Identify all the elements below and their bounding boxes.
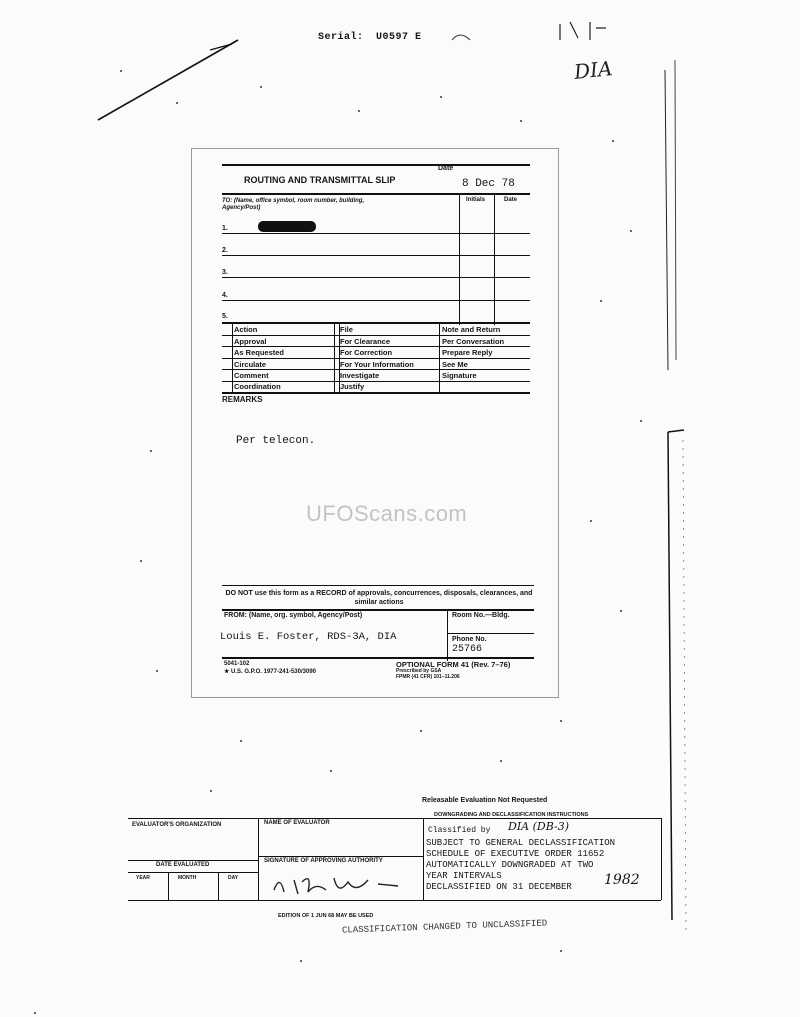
action-item: Coordination bbox=[234, 382, 281, 391]
optional-form: OPTIONAL FORM 41 (Rev. 7–76) bbox=[396, 660, 511, 669]
evaluator-name-label: NAME OF EVALUATOR bbox=[264, 820, 330, 826]
initials-label: Initials bbox=[466, 197, 486, 203]
day-label: DAY bbox=[228, 875, 239, 881]
action-item: Investigate bbox=[340, 371, 380, 380]
row-number: 1. bbox=[222, 225, 228, 232]
right-edge-line bbox=[665, 70, 668, 370]
action-item: For Your Information bbox=[340, 360, 414, 369]
top-right-mark bbox=[560, 22, 606, 40]
do-not-use-notice: DO NOT use this form as a RECORD of approvals, concurrences, disposals, clearances, and similar actions bbox=[225, 590, 533, 606]
declass-line: SCHEDULE OF EXECUTIVE ORDER 11652 bbox=[426, 849, 605, 859]
row-number: 5. bbox=[222, 313, 228, 320]
right-tick bbox=[668, 430, 684, 432]
action-item: Action bbox=[234, 325, 258, 334]
action-item: Per Conversation bbox=[442, 337, 505, 346]
year-label: YEAR bbox=[136, 875, 150, 881]
fpmr-line: FPMR (41 CFR) 101–11.206 bbox=[396, 674, 460, 680]
action-item: For Correction bbox=[340, 348, 393, 357]
far-right-dots bbox=[683, 440, 686, 930]
row-number: 3. bbox=[222, 269, 228, 276]
stock-number: 5041-102 bbox=[224, 661, 250, 667]
watermark: UFOScans.com bbox=[306, 501, 468, 526]
downgrading-title: DOWNGRADING AND DECLASSIFICATION INSTRUCTIONS bbox=[434, 812, 589, 818]
action-item: Comment bbox=[234, 371, 269, 380]
date-col-label: Date bbox=[504, 197, 518, 203]
phone-value: 25766 bbox=[452, 644, 483, 655]
remarks-text: Per telecon. bbox=[236, 435, 316, 447]
release-line: Releasable Evaluation Not Requested bbox=[422, 797, 548, 804]
action-item: Approval bbox=[234, 337, 267, 346]
action-item: Circulate bbox=[234, 360, 267, 369]
declass-line: YEAR INTERVALS bbox=[426, 871, 502, 881]
room-label: Room No.—Bldg. bbox=[452, 612, 510, 619]
month-label: MONTH bbox=[178, 875, 197, 881]
diagonal-pen-stroke bbox=[98, 40, 238, 120]
classified-by-label: Classified by bbox=[428, 826, 491, 835]
declass-year: 1982 bbox=[604, 872, 640, 888]
row-number: 2. bbox=[222, 247, 228, 254]
phone-label: Phone No. bbox=[452, 636, 487, 643]
prescribed-by: Prescribed by GSA bbox=[396, 668, 442, 674]
date-evaluated-label: DATE EVALUATED bbox=[156, 862, 210, 868]
slip-date: 8 Dec 78 bbox=[462, 178, 515, 190]
right-edge-line-3 bbox=[668, 432, 672, 920]
slip-title: ROUTING AND TRANSMITTAL SLIP bbox=[244, 175, 396, 185]
declass-line: DECLASSIFIED ON 31 DECEMBER bbox=[426, 882, 572, 892]
action-item: File bbox=[340, 325, 353, 334]
edition-note: EDITION OF 1 JUN 68 MAY BE USED bbox=[278, 913, 374, 919]
evaluation-form bbox=[128, 808, 661, 912]
declass-line: AUTOMATICALLY DOWNGRADED AT TWO bbox=[426, 860, 594, 870]
action-item: Signature bbox=[442, 371, 477, 380]
action-item: Justify bbox=[340, 382, 365, 391]
to-label: TO: (Name, office symbol, room number, building, Agency/Post) bbox=[222, 198, 365, 211]
remarks-label: REMARKS bbox=[222, 395, 263, 404]
margin-handwriting: DIA bbox=[572, 56, 614, 84]
from-value: Louis E. Foster, RDS-3A, DIA bbox=[220, 631, 397, 643]
action-item: Prepare Reply bbox=[442, 348, 493, 357]
row-number: 4. bbox=[222, 292, 228, 299]
gpo-line: ★ U.S. G.P.O. 1977-241-530/3090 bbox=[224, 669, 316, 675]
routing-slip bbox=[191, 148, 559, 698]
action-item: Note and Return bbox=[442, 325, 501, 334]
bracket-mark bbox=[452, 35, 470, 40]
right-edge-line-2 bbox=[675, 60, 676, 360]
action-item: See Me bbox=[442, 360, 468, 369]
from-label: FROM: (Name, org. symbol, Agency/Post) bbox=[224, 612, 363, 619]
action-item: For Clearance bbox=[340, 337, 391, 346]
declass-line: SUBJECT TO GENERAL DECLASSIFICATION bbox=[426, 838, 616, 848]
classification-stamp: CLASSIFICATION CHANGED TO UNCLASSIFIED bbox=[341, 918, 548, 936]
action-item: As Requested bbox=[234, 348, 285, 357]
redacted-name bbox=[258, 221, 316, 232]
serial-value: U0597 E bbox=[376, 32, 422, 43]
serial-label: Serial: bbox=[318, 32, 364, 43]
signature-label: SIGNATURE OF APPROVING AUTHORITY bbox=[264, 858, 383, 864]
date-label: Date bbox=[438, 165, 454, 172]
evaluators-org-label: EVALUATOR'S ORGANIZATION bbox=[132, 822, 222, 828]
classified-by-value: DIA (DB-3) bbox=[508, 820, 570, 833]
signature-scribble bbox=[268, 870, 418, 900]
